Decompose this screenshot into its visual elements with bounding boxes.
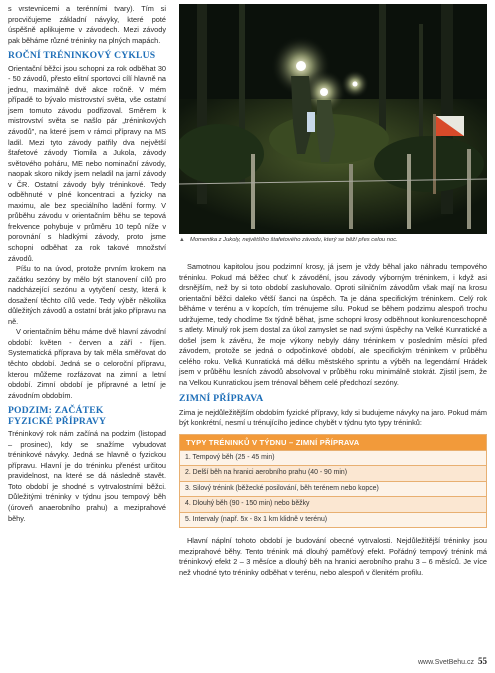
annual-cycle-paragraph-3: V orientačním běhu máme dvě hlavní závodní období: květen - červen a září - říjen. Systematická příprava by tak měla směřovat do těchto období. Jedná se o celoroční přípravu, kterou můžeme rozfázovat na zimní a letní období. Zimní období je přípravné a letní je závodním obdobím. <box>8 327 166 400</box>
table-row: 4. Dlouhý běh (90 - 150 min) nebo běžky <box>180 496 486 512</box>
autumn-heading-line-2: FYZICKÉ PŘÍPRAVY <box>8 415 107 427</box>
night-forest-illustration <box>179 4 487 234</box>
annual-cycle-paragraph-2: Píšu to na úvod, protože prvním krokem na začátku sezóny by mělo být stanovení cílů pro nadcházející sezónu a vytyčení cesty, která k dosažení těchto cílů vede. Tedy výběr několika důležitých závodů a ostatní brát jako přípravu na ně. <box>8 264 166 326</box>
photo-night-relay <box>179 4 487 234</box>
section-heading-autumn <box>8 406 166 427</box>
table-header: TYPY TRÉNINKŮ V TÝDNU – ZIMNÍ PŘÍPRAVA <box>180 435 486 450</box>
section-heading-annual-cycle: ROČNÍ TRÉNINKOVÝ CYKLUS <box>8 50 156 62</box>
photo-caption <box>179 237 419 245</box>
footer-website: www.SvetBehu.cz <box>417 659 474 666</box>
winter-intro-paragraph: Zima je nejdůležitějším obdobím fyzické přípravy, kdy si budujeme návyky na jaro. Pokud mám být konkrétní, nesmí u trénujícího jedince chybět v týdnu tyto typy tréninků: <box>179 407 487 427</box>
table-row: 1. Tempový běh (25 - 45 min) <box>180 450 486 466</box>
page-number: 55 <box>478 656 487 666</box>
autumn-heading-line-1: PODZIM: ZAČÁTEK <box>8 405 104 417</box>
cross-country-paragraph: Samotnou kapitolou jsou podzimní krosy, já jsem je vždy běhal jako náhradu tempového tréninku. Pokud má běžec chuť k závodění, jsou závody výborným tréninkem, i když asi drsnějším, než by si toto období zasluhovalo. Oproti silničním závodům však mají na krosu orientační běžci daleko větší šanci na úspěch. Ta je dána specifickým tréninkem. Celý rok běháme v terénu a v kopcích, tím trénujeme sílu. Pokud se během podzimu alespoň trochu udržujeme, tedy chodíme 5x týdně běhat, jsme schopni krosy odběhnout konkurenceschopně s atlety. Minulý rok jsem dostal za úkol zamyslet se nad svými úspěchy na Velké Kunratické a došel jsem k závěru, že moje výkony nebyly dány tréninkem v posledním měsíci před závodem, protože se jedná o odpočinkové období, ale specifickým tréninkem v průběhu celého roku. Velká Kunratická má délku městského sprintu a výběh na legendární Hrádek jsem v průběhu lesních závodů absolvoval v průběhu roku minimálně stokrát. Zjistil jsem, že na Velkou Kunratickou jsem trénoval během celé předchozí sezóny. <box>179 262 487 387</box>
training-types-table <box>179 434 487 529</box>
table-row: 3. Silový trénink (běžecké posilování, běh terénem nebo kopce) <box>180 481 486 497</box>
table-row: 5. Intervaly (např. 5x - 8x 1 km klidně v terénu) <box>180 512 486 528</box>
right-column <box>179 262 487 578</box>
intro-paragraph: s vrstevnicemi a terénními tvary). Tím si procvičujeme základní návyky, které poté úspěšně aplikujeme v závodech. Mezi závody pak běháme různé tréninky na plných mapách. <box>8 4 166 45</box>
section-heading-winter: ZIMNÍ PŘÍPRAVA <box>179 393 264 404</box>
autumn-paragraph: Tréninkový rok nám začíná na podzim (listopad – prosinec), kdy se snažíme vybudovat tréninkové návyky. Jedná se hlavně o fyzickou přípravu. Hlavní je do tréninku přenést určitou pravidelnost, na které se dá následně stavět. Toto období je shodné s vytrvalostními běžci. Důležitými tréninky v týdnu jsou tempový běh (úroveň anaerobního prahu) a meziprahové běhy. <box>8 429 166 523</box>
winter-main-paragraph: Hlavní náplní tohoto období je budování obecné vytrvalosti. Nejdůležitější tréninky jsou meziprahové běhy. Tento trénink má dlouhý paměťový efekt. Pořádný tempový trénink má tréninkový efekt 2 – 3 měsíce a dlouhý běh na hranici aerobního prahu 3 – 6 měsíců. Je více než vhodné tyto tréninky odběhat v terénu, nebo alespoň v členitém profilu. <box>179 536 487 577</box>
left-column <box>8 4 166 524</box>
caption-text: Momentka z Jukoly, největšího štafetového závodu, který se běží přes celou noc. <box>190 237 398 243</box>
table-row: 2. Delší běh na hranici aerobního prahu (40 - 90 min) <box>180 465 486 481</box>
page-footer <box>418 656 487 666</box>
caption-arrow-icon: ▲ <box>179 237 185 243</box>
annual-cycle-paragraph-1: Orientační běžci jsou schopni za rok odběhat 30 - 50 závodů, přesto elitní sportovci cílí hlavně na jednu, maximálně dvě akce ročně. V mém případě to bývalo mistrovství světa, vše ostatní jsem tomuto závodu podřizoval. Směrem k mistrovství světa se našlo pár „tréninkových závodů", na které jsem v rámci přípravy na MS ladil. Mezi tyto závody patřily dva největší štafetové závody Tiomila a Jukola, závody světového poháru, ME nebo nominační závody, naopak skoro nikdy jsem neladil na jarní závody v ČR. Ostatní závody byly tréninkové. Tedy odběhnuté v plné koncentraci a fyzicky na maximu, ale bez speciálního ladění formy. V průběhu závodu v orientačním běhu se tepová frekvence pohybuje v průměru 10 tepů níže v porovnání s hladkými závody, proto jsme schopni odběhat za rok takové množství závodů. <box>8 63 166 263</box>
